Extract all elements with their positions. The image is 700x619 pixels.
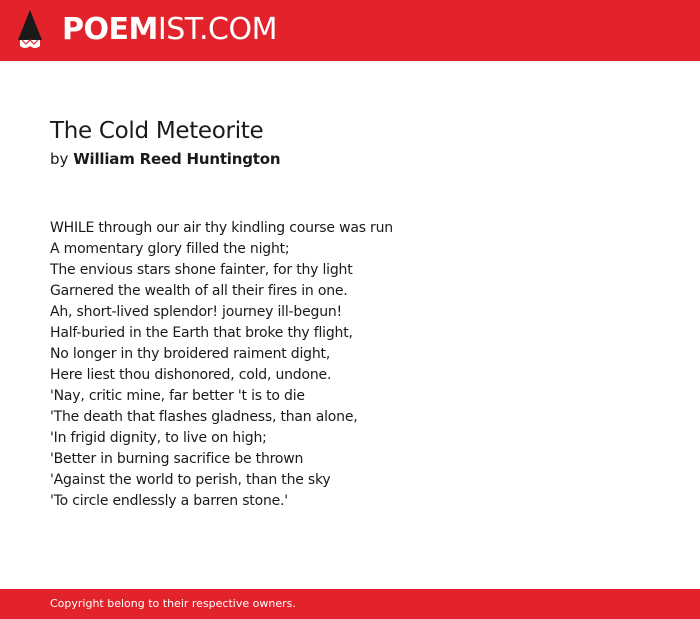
by-label: by xyxy=(50,150,69,168)
poem-line: Here liest thou dishonored, cold, undone. xyxy=(50,367,332,383)
poem-line: 'Nay, critic mine, far better 't is to die xyxy=(50,388,305,404)
pencil-tip-icon[interactable] xyxy=(18,10,42,50)
poem-body xyxy=(50,218,670,512)
site-logo[interactable] xyxy=(62,12,277,48)
poem-line: 'The death that flashes gladness, than alone, xyxy=(50,409,358,425)
copyright-text: Copyright belong to their respective owners. xyxy=(50,597,296,610)
poem-line: A momentary glory filled the night; xyxy=(50,241,290,257)
poem-title: The Cold Meteorite xyxy=(50,118,264,144)
poem-line: No longer in thy broidered raiment dight, xyxy=(50,346,331,362)
poem-line: WHILE through our air thy kindling course was run xyxy=(50,220,393,236)
author-name: William Reed Huntington xyxy=(73,150,281,168)
poem-line: Ah, short-lived splendor! journey ill-begun! xyxy=(50,304,342,320)
poem-line: The envious stars shone fainter, for thy light xyxy=(50,262,353,278)
poem-line: Half-buried in the Earth that broke thy flight, xyxy=(50,325,353,341)
poem-line: 'Better in burning sacrifice be thrown xyxy=(50,451,304,467)
poem-line: 'To circle endlessly a barren stone.' xyxy=(50,493,288,509)
site-header xyxy=(0,0,700,61)
poem-line: 'In frigid dignity, to live on high; xyxy=(50,430,267,446)
logo-bold-text: POEM xyxy=(62,12,158,47)
poem-line: 'Against the world to perish, than the sky xyxy=(50,472,331,488)
poem-line: Garnered the wealth of all their fires in one. xyxy=(50,283,348,299)
poem-byline xyxy=(50,148,280,170)
logo-light-text: IST.COM xyxy=(157,12,277,47)
site-footer xyxy=(0,589,700,619)
